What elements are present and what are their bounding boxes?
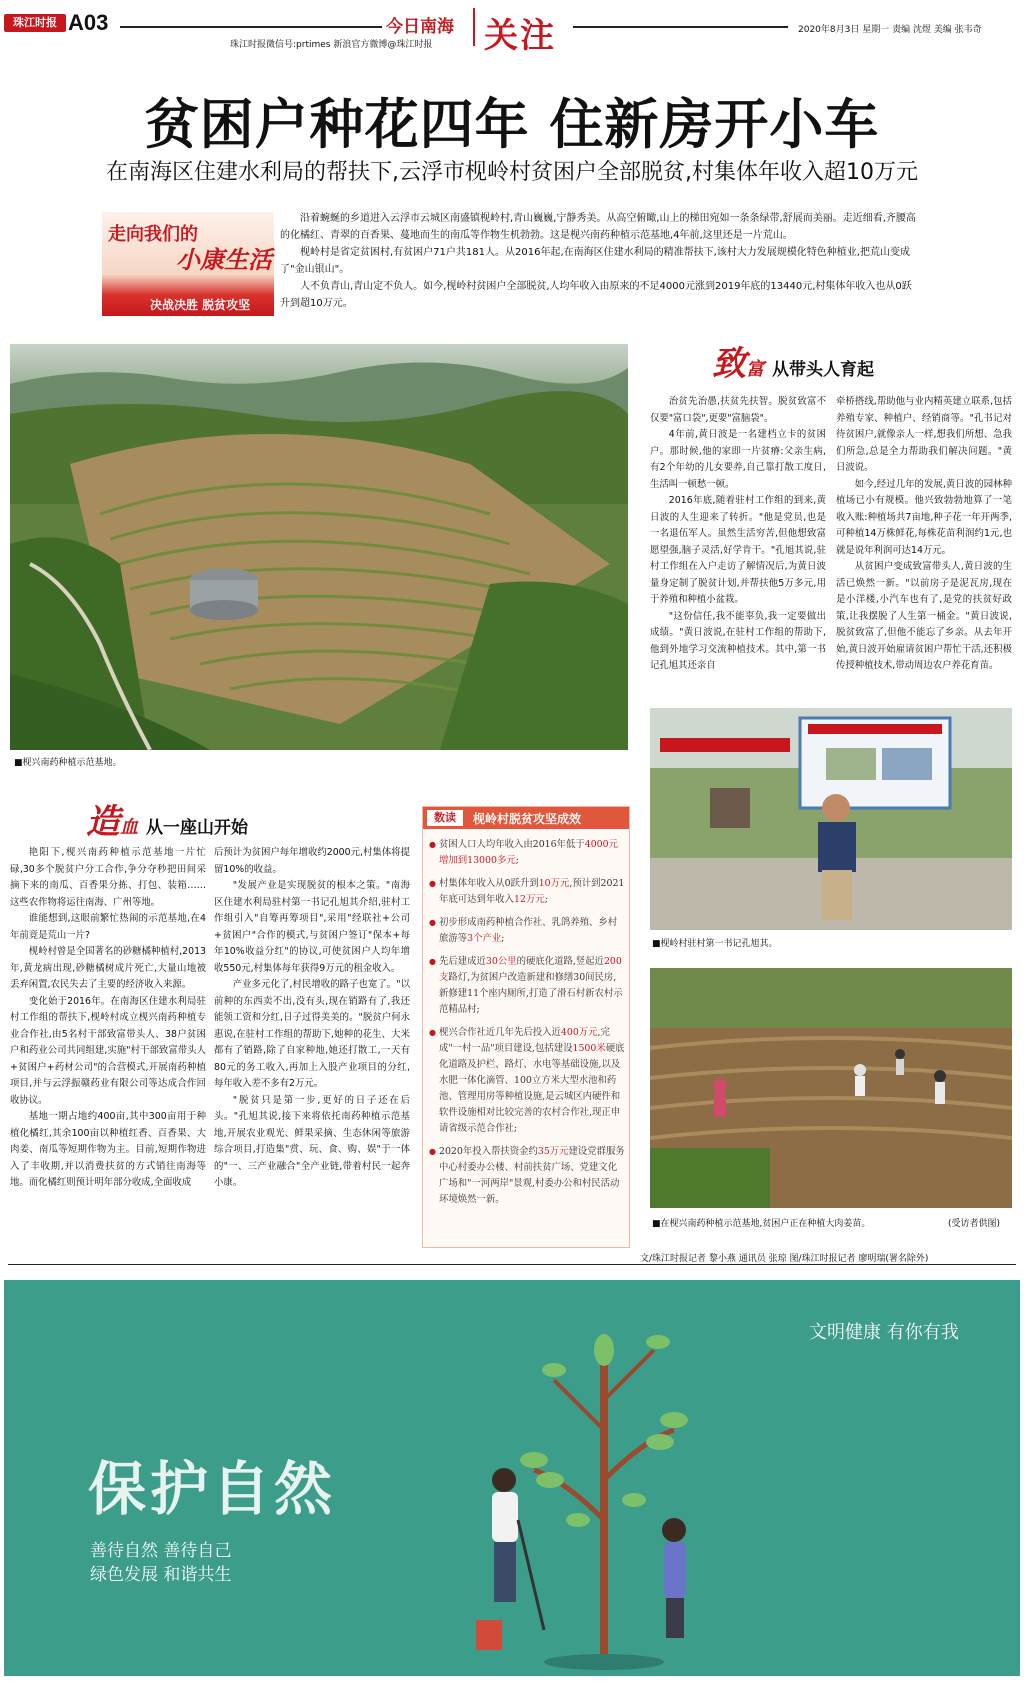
list-item: ● 贫困人口人均年收入由2016年低于4000元增加到13000多元;: [429, 837, 625, 869]
planting-photo: [650, 968, 1012, 1208]
ad-line1: 善待自然 善待自己: [90, 1541, 232, 1561]
paragraph: "发展产业是实现脱贫的根本之策。"南海区住建水利局驻村第一书记孔旭其介绍,驻村工作组引入"自筹再筹项目",采用"经联社+公司+贫困户"合作的模式,与贫困户签订"保本+每年10%收益分红"的协议,可使贫困户人均年增收550元,村集体每年获得9万元的租金收入。: [214, 880, 410, 974]
paragraph: 2016年底,随着驻村工作组的到来,黄日波的人生迎来了转折。"他是党员,也是一名退伍军人。虽然生活穷苦,但他想致富愿望强,脑子灵活,好学肯干。"孔旭其说,驻村工作组在入户走访了解情况后,为黄日波量身定制了脱贫计划,并帮扶他5万多元,用于养殖和种植小盆栽。: [650, 495, 826, 605]
badge-line3: 决战决胜 脱贫攻坚: [150, 298, 251, 312]
data-box-header: [423, 807, 629, 829]
intro-paragraph: 人不负青山,青山定不负人。如今,枧岭村贫困户全部脱贫,人均年收入由原来的不足4000元涨到2019年底的13440元,村集体年收入也从0跃升到超10万元。: [280, 281, 912, 309]
paragraph: 谁能想到,这眼前繁忙热闹的示范基地,在4年前竟是荒山一片?: [10, 913, 206, 941]
secretary-photo: [650, 708, 1012, 930]
badge-line1: 走向我们的: [108, 224, 198, 245]
paragraph: 枧岭村曾是全国著名的砂糖橘种植村,2013年,黄龙病出现,砂糖橘树成片死亡,大量山地被丢弃闲置,农民失去了主要的经济收入来源。: [10, 946, 206, 990]
ad-line2: 绿色发展 和谐共生: [90, 1565, 232, 1585]
byline: 文/珠江时报记者 黎小燕 通讯员 张琼 图/珠江时报记者 廖明瑞(署名除外): [640, 1254, 929, 1264]
page-number: A03: [68, 10, 109, 35]
headline: 贫困户种花四年 住新房开小车: [144, 93, 880, 156]
heading-small-char: 富: [746, 359, 764, 380]
list-item: ● 村集体年收入从0跃升到10万元,预计到2021年底可达到年收入12万元;: [429, 876, 625, 908]
heading-big-char: 造: [86, 802, 120, 842]
data-box-title: 枧岭村脱贫攻坚成效: [473, 812, 582, 826]
badge-line2: 小康生活: [176, 245, 272, 274]
photo-caption: ■枧兴南药种植示范基地。: [14, 758, 122, 768]
wechat-line: 珠江时报微信号:prtimes 新浪官方微博@珠江时报: [230, 40, 433, 50]
aerial-farm-photo: [10, 344, 628, 750]
intro-text: [280, 210, 920, 312]
section-title: 关注: [484, 16, 556, 56]
list-item: ● 2020年投入帮扶资金约35万元建设党群服务中心村委办公楼、村前扶贫广场、党建文化广场和"一河两岸"景观,村委办公和村民活动环境焕然一新。: [429, 1144, 625, 1208]
date-line: 2020年8月3日 星期一 责编 沈煜 美编 张韦奇: [798, 25, 982, 35]
paragraph: 基地一期占地约400亩,其中300亩用于种植化橘红,其余100亩以种植红香、百香果、大肉姜、南瓜等短期作物为主。目前,短期作物进入了丰收期,并以消费扶贫的方式销往南海等地。而化橘红则预计明年部分收成,全面收成: [10, 1111, 206, 1188]
article-bottom-rule: [8, 1264, 1016, 1265]
paragraph: "脱贫只是第一步,更好的日子还在后头。"孔旭其说,接下来将依托南药种植示范基地,开展农业观光、鲜果采摘、生态休闲等旅游综合项目,打造集"赏、玩、食、购、娱"于一体的"一、三产业融合"全产业链,带着村民一起奔小康。: [214, 1094, 410, 1188]
data-box-list: [429, 837, 625, 1215]
paragraph: 艳阳下,枧兴南药种植示范基地一片忙碌,30多个脱贫户分工合作,争分夺秒把田间采摘下来的南瓜、百香果分拣、打包、装箱……这些农作物将运往南海、广州等地。: [10, 847, 206, 908]
intro-paragraph: 枧岭村是省定贫困村,有贫困户71户共181人。从2016年起,在南海区住建水利局的精准帮扶下,该村大力发展规模化特色种植业,把荒山变成了"金山银山"。: [280, 247, 910, 275]
article-column: [10, 845, 206, 1192]
article-column: [836, 394, 1012, 675]
list-item: ● 先后建成近30公里的硬底化道路,竖起近200支路灯,为贫困户改造新建和修缮30间民房,新修建11个座内厕所,打造了滑石村新农村示范精品村;: [429, 954, 625, 1018]
paragraph: 产业多元化了,村民增收的路子也宽了。"以前种的东西卖不出,没有头,现在销路有了,我还能领工资和分红,日子过得美美的。"脱贫户何永惠说,在驻村工作组的帮助下,她种的花生、大米都有了销路,除了自家种地,她还打散工,一天有80元的务工收入,再加上入股产业项目的分红,每年收入差不多有2万元。: [214, 979, 410, 1089]
heading-big-char: 致: [712, 344, 746, 384]
section-heading-zhifu: [712, 336, 874, 385]
heading-text: 从一座山开始: [146, 818, 248, 838]
ad-title: 保护自然: [88, 1455, 337, 1523]
heading-small-char: 血: [120, 817, 138, 838]
section-name: 今日南海: [386, 17, 454, 37]
campaign-badge: [102, 212, 274, 316]
list-item: ● 枧兴合作社近几年先后投入近400万元,完成"一村一品"项目建设,包括建设1500米硬底化道路及护栏、路灯、水电等基础设施,以及水肥一体化滴管、100立方米大型水池和药池、管理用房等种植设施,是云城区内硬件和软件设施相对比较完善的农村合作社,现正申请省级示范合作社;: [429, 1025, 625, 1137]
photo-caption: ■枧岭村驻村第一书记孔旭其。: [652, 939, 778, 949]
paragraph: 4年前,黄日波是一名建档立卡的贫困户。那时候,他的家即一片贫瘠:父亲生病,有2个年幼的儿女要养,自己靠打散工度日,生活叫一顿愁一顿。: [650, 429, 826, 490]
newspaper-logo: 珠江时报: [4, 14, 66, 32]
subheadline: 在南海区住建水利局的帮扶下,云浮市枧岭村贫困户全部脱贫,村集体年收入超10万元: [106, 160, 918, 185]
public-service-ad: [4, 1280, 1020, 1676]
list-item: ● 初步形成南药种植合作社、乳鸽养殖、乡村旅游等3个产业;: [429, 915, 625, 947]
tree-planting-illustration: [474, 1320, 734, 1670]
article-column: [214, 845, 410, 1192]
paragraph: 牵桥搭线,帮助他与业内精英建立联系,包括养殖专家、种植户、经销商等。"孔书记对待贫困户,就像亲人一样,想我们所想、急我们所急,总是全力帮助我们解决问题。"黄日波说。: [836, 396, 1012, 473]
header-divider: [473, 8, 475, 46]
paragraph: 治贫先治愚,扶贫先扶智。脱贫致富不仅要"富口袋",更要"富脑袋"。: [650, 396, 826, 424]
heading-text: 从带头人育起: [772, 360, 874, 380]
photo-caption: ■在枧兴南药种植示范基地,贫困户正在种植大肉姜苗。: [652, 1219, 871, 1229]
photo-credit: (受访者供图): [948, 1219, 1001, 1229]
header-rule-left: [120, 26, 382, 28]
data-box: [422, 806, 630, 1248]
paragraph: 变化始于2016年。在南海区住建水利局驻村工作组的帮扶下,枧岭村成立枧兴南药种植专业合作社,由5名村干部致富带头人、38户贫困户和药业公司共同组建,实施"村干部致富带头人+贫困户+药材公司"的合营模式,开展南药种植项目,并与云浮振赣药业有限公司等达成合作回收协议。: [10, 995, 206, 1106]
paragraph: 如今,经过几年的发展,黄日波的园林种植场已小有规模。他兴致勃勃地算了一笔收入账:种植场共7亩地,种子花一年开两季,可种植14万株鲜花,每株花苗利润约1元,也就是说年利润可达14万元。: [836, 478, 1012, 556]
header-rule-right: [573, 26, 788, 28]
paragraph: "这份信任,我不能辜负,我一定要做出成绩。"黄日波说,在驻村工作组的帮助下,他到外地学习交流种植技术。其中,第一书记孔旭其还亲自: [650, 610, 826, 671]
paragraph: 后预计为贫困户每年增收约2000元,村集体将提留10%的收益。: [214, 847, 410, 875]
section-heading-zaoxue: [86, 794, 248, 843]
ad-slogan: 文明健康 有你有我: [809, 1322, 959, 1343]
data-box-tag: 数读: [427, 810, 463, 826]
paragraph: 从贫困户变成致富带头人,黄日波的生活已焕然一新。"以前房子是泥瓦房,现在是小洋楼,小汽车也有了,是党的扶贫好政策,让我摆脱了人生第一桶金。"黄日波说,脱贫致富了,但他不能忘了乡亲。从去年开始,黄日波开始雇请贫困户帮忙干活,还积极传授种植技术,带动周边农户养花育苗。: [836, 561, 1012, 671]
article-column: [650, 394, 826, 675]
intro-paragraph: 沿着蜿蜒的乡道进入云浮市云城区南盛镇枧岭村,青山巍巍,宁静秀美。从高空俯瞰,山上的梯田宛如一条条绿带,舒展而美丽。走近细看,齐腰高的化橘红、青翠的百香果、蔓地而生的南瓜等作物生机勃勃。这是枧兴南药种植示范基地,4年前,这里还是一片荒山。: [280, 213, 916, 241]
